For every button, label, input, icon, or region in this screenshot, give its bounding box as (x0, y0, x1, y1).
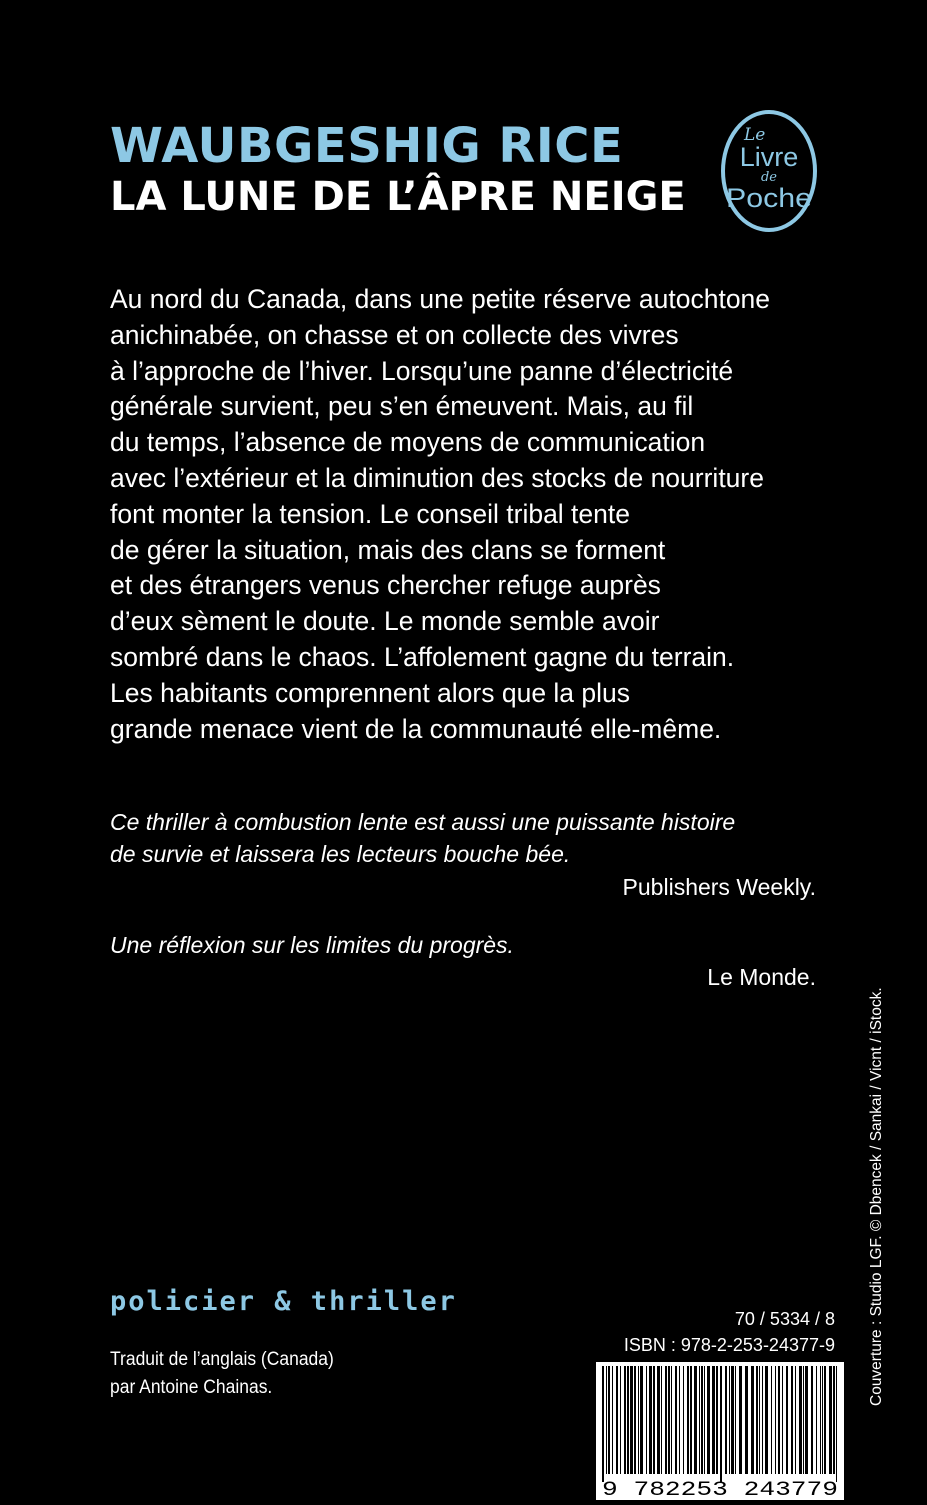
barcode-bar (836, 1366, 837, 1482)
barcode-bar (616, 1366, 618, 1474)
blurb (110, 282, 840, 747)
barcode-bar (671, 1366, 672, 1474)
barcode-bar (665, 1366, 667, 1474)
barcode-bar (829, 1366, 832, 1474)
quote-source: Publishers Weekly. (622, 874, 816, 900)
barcode-bar (720, 1366, 722, 1482)
quote-line: de survie et laissera les lecteurs bouche bée. (110, 841, 571, 867)
barcode-bar (675, 1366, 677, 1474)
barcode-bar (679, 1366, 680, 1474)
blurb-line: font monter la tension. Le conseil tribal tente (110, 498, 630, 529)
barcode-bar (739, 1366, 742, 1474)
barcode-bar (811, 1366, 813, 1474)
quote-source: Le Monde. (707, 964, 816, 990)
barcode-bar (782, 1366, 783, 1474)
translator-line: par Antoine Chainas. (110, 1377, 273, 1398)
barcode-bar (771, 1366, 772, 1474)
barcode-bar (624, 1366, 626, 1474)
blurb-line: du temps, l’absence de moyens de communication (110, 427, 706, 458)
barcode-bar (816, 1366, 817, 1474)
blurb-line: anichinabée, on chasse et on collecte des vivres (110, 319, 679, 350)
barcode-bar (778, 1366, 780, 1474)
barcode-bar (729, 1366, 730, 1474)
barcode-bar (630, 1366, 633, 1474)
barcode-bar (735, 1366, 736, 1474)
barcode-digits: 9 782253 243779 (602, 1479, 838, 1500)
author-name: WAUBGESHIG RICE (110, 118, 624, 174)
barcode-bar (731, 1366, 734, 1474)
barcode-bar (634, 1366, 636, 1474)
series-code: 70 / 5334 / 8 (734, 1309, 835, 1329)
barcode-bars (596, 1362, 844, 1500)
barcode-bar (805, 1366, 808, 1474)
barcode-bar (765, 1366, 768, 1474)
barcode-bar (694, 1366, 697, 1474)
blurb-line: générale survient, peu s’en émeuvent. Mais, au fil (110, 391, 694, 422)
barcode-bar (725, 1366, 727, 1474)
publisher-logo (720, 108, 818, 234)
barcode-bar (612, 1366, 613, 1474)
barcode-bar (683, 1366, 684, 1474)
barcode-bar (606, 1366, 607, 1474)
blurb-line: grande menace vient de la communauté elle-même. (110, 713, 722, 744)
barcode-bar (791, 1366, 793, 1474)
barcode-bar (668, 1366, 670, 1474)
blurb-line: Les habitants comprennent alors que la plus (110, 677, 631, 708)
barcode-bar (795, 1366, 796, 1474)
barcode-bar (649, 1366, 652, 1474)
blurb-line: à l’approche de l’hiver. Lorsqu’une panne d’électricité (110, 355, 734, 386)
barcode-bar (653, 1366, 655, 1474)
barcode-bar (716, 1366, 718, 1474)
svg-text:Livre: Livre (739, 142, 799, 172)
barcode-bar (701, 1366, 703, 1474)
isbn: ISBN : 978-2-253-24377-9 (623, 1335, 835, 1355)
blurb-line: avec l’extérieur et la diminution des stocks de nourriture (110, 462, 764, 493)
barcode-bar (762, 1366, 763, 1474)
blurb-line: sombré dans le chaos. L’affolement gagne du terrain. (110, 641, 735, 672)
barcode-bar (833, 1366, 835, 1474)
barcode-bar (608, 1366, 610, 1474)
blurb-line: et des étrangers venus chercher refuge auprès (110, 570, 661, 601)
barcode-bar (690, 1366, 692, 1474)
barcode-bar (657, 1366, 660, 1474)
translator-line: Traduit de l’anglais (Canada) (110, 1349, 334, 1370)
barcode (596, 1362, 844, 1500)
blurb-line: Au nord du Canada, dans une petite réserve autochtone (110, 284, 771, 314)
barcode-bar (640, 1366, 643, 1474)
svg-text:Poche: Poche (726, 183, 812, 213)
barcode-bar (751, 1366, 754, 1474)
quote-line: Une réflexion sur les limites du progrès. (110, 932, 514, 958)
barcode-bar (775, 1366, 776, 1474)
book-title: LA LUNE DE L’ÂPRE NEIGE (110, 174, 686, 220)
barcode-bar (803, 1366, 804, 1474)
barcode-bar (756, 1366, 758, 1474)
barcode-bar (620, 1366, 621, 1474)
cover-credit: Couverture : Studio LGF. © Dbencek / Sankai / Vicnt / iStock. (868, 987, 885, 1406)
barcode-bar (745, 1366, 748, 1474)
barcode-bar (646, 1366, 647, 1474)
barcode-bar (627, 1366, 629, 1474)
barcode-bar (824, 1366, 826, 1474)
translator-credit (110, 1346, 334, 1402)
barcode-bar (602, 1366, 604, 1482)
quote-text (110, 929, 514, 961)
quote-text (110, 806, 735, 870)
barcode-bar (799, 1366, 802, 1474)
blurb-line: de gérer la situation, mais des clans se forment (110, 534, 666, 565)
barcode-bar (699, 1366, 700, 1474)
barcode-bar (638, 1366, 639, 1474)
blurb-line: d’eux sèment le doute. Le monde semble avoir (110, 606, 660, 637)
barcode-bar (704, 1366, 705, 1474)
barcode-bar (822, 1366, 823, 1474)
barcode-bar (759, 1366, 760, 1474)
barcode-bar (786, 1366, 788, 1474)
svg-text:Le: Le (744, 125, 766, 145)
quote-line: Ce thriller à combustion lente est aussi une puissante histoire (110, 809, 736, 835)
genre-label: policier & thriller (110, 1286, 457, 1317)
barcode-bar (687, 1366, 689, 1474)
svg-text:de: de (760, 170, 778, 185)
barcode-bar (820, 1366, 821, 1474)
barcode-bar (707, 1366, 710, 1474)
barcode-bar (712, 1366, 715, 1474)
barcode-bar (661, 1366, 662, 1474)
